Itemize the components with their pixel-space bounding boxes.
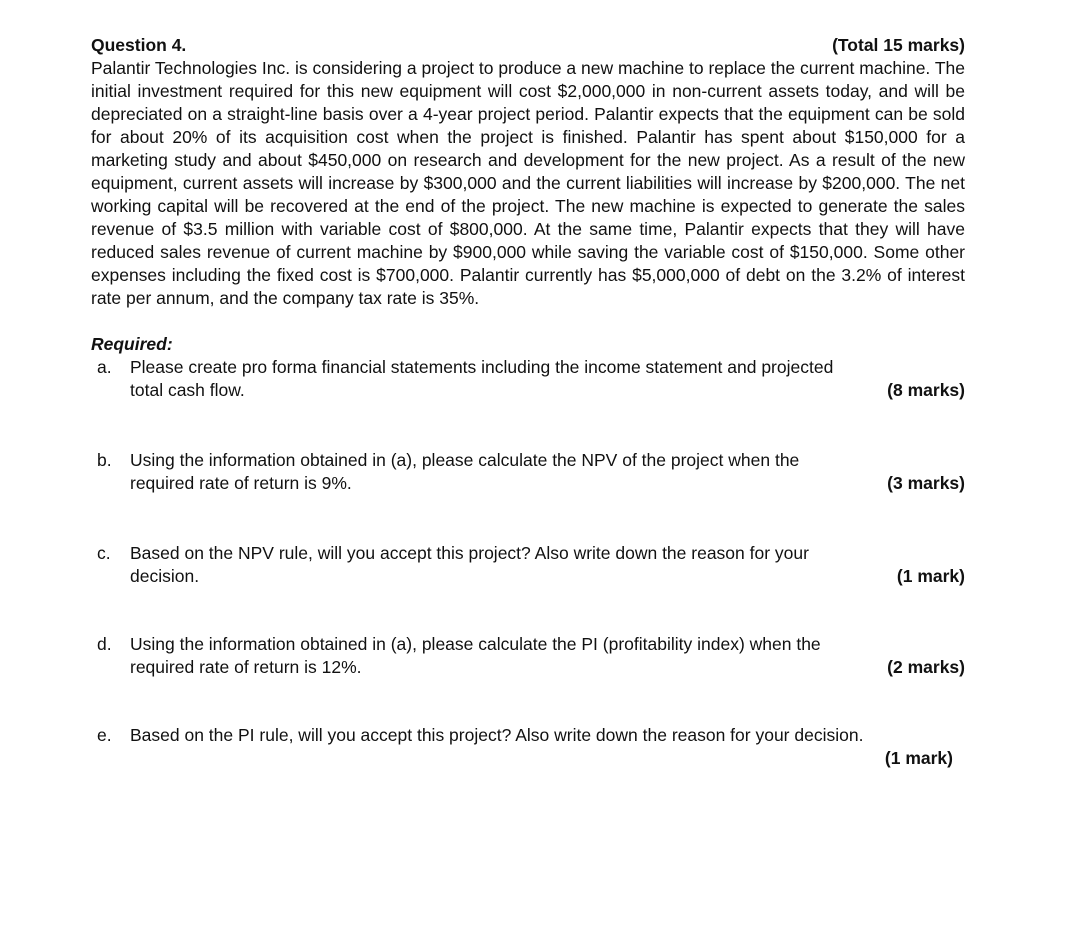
part-b	[91, 449, 965, 495]
part-a-text-line1: Please create pro forma financial statements including the income statement and projected	[130, 357, 834, 377]
part-c-marks: (1 mark)	[896, 566, 965, 586]
part-b-text-line2: required rate of return is 9%.	[130, 473, 352, 493]
part-letter: e.	[97, 725, 112, 745]
parts-list	[91, 356, 965, 770]
required-heading: Required:	[91, 334, 173, 354]
part-d-text-line1: Using the information obtained in (a), please calculate the PI (profitability index) when the	[130, 634, 821, 654]
part-b-marks: (3 marks)	[887, 473, 965, 493]
part-c-text-line1: Based on the NPV rule, will you accept this project? Also write down the reason for your	[130, 543, 809, 563]
part-c	[91, 542, 965, 588]
part-b-text-line1: Using the information obtained in (a), please calculate the NPV of the project when the	[130, 450, 800, 470]
question-intro: Palantir Technologies Inc. is considering a project to produce a new machine to replace the current machine. The initial investment required for this new equipment will cost $2,000,000 in non-current assets today, and will be depreciated on a straight-line basis over a 4-year project period. Palantir expects that the equipment can be sold for about 20% of its acquisition cost when the project is finished. Palantir has spent about $150,000 for a marketing study and about $450,000 on research and development for the new project. As a result of the new equipment, current assets will increase by $300,000 and the current liabilities will increase by $200,000. The net working capital will be recovered at the end of the project. The new machine is expected to generate the sales revenue of $3.5 million with variable cost of $800,000. At the same time, Palantir expects that they will have reduced sales revenue of current machine by $900,000 while saving the variable cost of $150,000. Some other expenses including the fixed cost is $700,000. Palantir currently has $5,000,000 of debt on the 3.2% of interest rate per annum, and the company tax rate is 35%.	[91, 58, 965, 308]
part-e	[91, 724, 965, 770]
part-d	[91, 633, 965, 679]
part-d-marks: (2 marks)	[887, 657, 965, 677]
question-header	[91, 34, 965, 57]
part-e-marks: (1 mark)	[884, 748, 953, 768]
part-letter: b.	[97, 450, 112, 470]
total-marks: (Total 15 marks)	[832, 35, 965, 55]
part-e-text-line1: Based on the PI rule, will you accept this project? Also write down the reason for your decision.	[130, 725, 864, 745]
question-title: Question 4.	[91, 35, 187, 55]
part-letter: d.	[97, 634, 112, 654]
part-a-text-line2: total cash flow.	[130, 380, 245, 400]
part-a-marks: (8 marks)	[887, 380, 965, 400]
part-d-text-line2: required rate of return is 12%.	[130, 657, 362, 677]
part-letter: a.	[97, 357, 112, 377]
part-a	[91, 356, 965, 402]
part-letter: c.	[97, 543, 111, 563]
question-sheet	[91, 34, 965, 770]
part-c-text-line2: decision.	[130, 566, 200, 586]
